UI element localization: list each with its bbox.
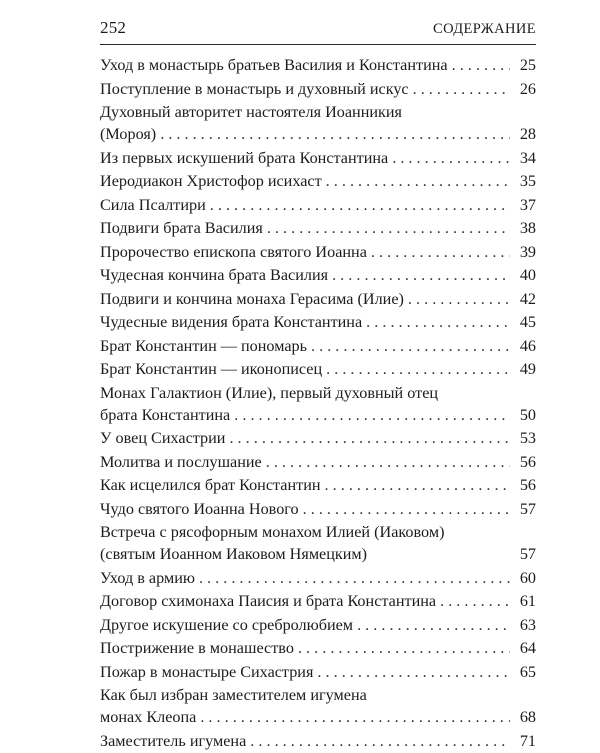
toc-entry-title-line: (Мороя): [100, 125, 157, 143]
toc-entry: [100, 358, 536, 380]
toc-entry-row: [100, 241, 536, 263]
toc-entry-title-line: Как исцелился брат Константин: [100, 476, 321, 494]
toc-entry-title-line: Пожар в монастыре Сихастрия: [100, 662, 314, 681]
toc-entry-page-number: 34: [519, 148, 536, 167]
toc-entry-title-line: Брат Константин — иконописец: [100, 360, 323, 378]
dot-leader: [366, 311, 510, 333]
toc-entry: [100, 78, 536, 100]
toc-entry-row: [100, 498, 536, 520]
toc-entry-row: [100, 311, 536, 333]
dot-leader: [234, 404, 510, 426]
toc-entry-page-number: 40: [519, 266, 536, 284]
dot-leader: [392, 147, 510, 169]
toc-entry-page-number: 45: [519, 313, 536, 331]
toc-entry-page-number: 56: [519, 476, 536, 494]
toc-entry-title-line: Уход в монастырь братьев Василия и Константина: [100, 56, 448, 74]
toc-entry: [100, 101, 536, 145]
toc-entry-page-number: 68: [519, 708, 536, 726]
toc-entry: [100, 614, 536, 636]
toc-entry: [100, 451, 536, 473]
toc-entry: [100, 498, 536, 520]
toc-entry-row: [100, 706, 536, 728]
toc-entry: [100, 170, 536, 192]
toc-entry-row: [100, 123, 536, 145]
toc-entry-row: [100, 147, 536, 169]
toc-entry: [100, 288, 536, 310]
toc-entry-row: [100, 567, 536, 589]
toc-entry-row: [100, 543, 536, 565]
toc-entry: [100, 382, 536, 426]
toc-entry: [100, 264, 536, 286]
toc-entry-title-line: Подвиги и кончина монаха Герасима (Илие): [100, 289, 404, 308]
toc-entry: [100, 335, 536, 357]
toc-entry-title-line: Сила Псалтири: [100, 195, 206, 214]
toc-entry-page-number: 49: [519, 360, 536, 378]
toc-entry: [100, 567, 536, 589]
dot-leader: [200, 706, 510, 728]
toc-entry-page-number: 38: [519, 219, 536, 237]
toc-entry: [100, 684, 536, 728]
dot-leader: [371, 241, 510, 263]
dot-leader: [325, 474, 510, 496]
toc-entry-page-number: 60: [519, 568, 536, 587]
toc-entry-page-number: 61: [519, 592, 536, 610]
toc-entry-row: [100, 194, 536, 216]
toc-entry-title-line: Уход в армию: [100, 568, 195, 587]
toc-entry-title-line: Как был избран заместителем игумена: [100, 686, 367, 704]
toc-entry-title-line: Чудесные видения брата Константина: [100, 313, 363, 331]
toc-entry: [100, 54, 536, 76]
running-title: СОДЕРЖАНИЕ: [433, 21, 536, 37]
toc-entry: [100, 217, 536, 239]
toc-entry-title-line: Чудесная кончина брата Василия: [100, 266, 329, 284]
toc-entry-title-line: Другое искушение со сребролюбием: [100, 615, 354, 634]
dot-leader: [440, 590, 510, 612]
toc-entry-page-number: 65: [519, 662, 536, 681]
toc-entry-row: [100, 335, 536, 357]
toc-entry-page-number: 26: [519, 79, 536, 98]
toc-entry-title-line: Подвиги брата Василия: [100, 219, 263, 237]
dot-leader: [413, 78, 510, 100]
page-number: 252: [100, 18, 127, 37]
toc-entry: [100, 241, 536, 263]
toc-entry-page-number: 57: [519, 545, 536, 563]
toc-list: [100, 54, 536, 752]
dot-leader: [303, 498, 510, 520]
toc-entry-page-number: 63: [519, 615, 536, 634]
toc-entry-row: [100, 614, 536, 636]
toc-entry: [100, 194, 536, 216]
toc-entry-page-number: 37: [519, 195, 536, 214]
toc-entry: [100, 661, 536, 683]
dot-leader: [160, 123, 510, 145]
header-rule: [100, 44, 536, 45]
toc-entry-title-line: Из первых искушений брата Константина: [100, 148, 389, 167]
toc-entry-title-line: У овец Сихастрии: [100, 429, 226, 447]
toc-entry-title-line: Заместитель игумена: [100, 731, 247, 750]
toc-entry-title-line: (святым Иоанном Иаковом Нямецким): [100, 545, 368, 563]
dot-leader: [317, 661, 510, 683]
dot-leader: [332, 264, 510, 286]
toc-entry-title-line: брата Константина: [100, 405, 231, 424]
dot-leader: [298, 637, 510, 659]
toc-entry-page-number: 39: [519, 242, 536, 261]
toc-entry-page-number: 56: [519, 452, 536, 471]
toc-entry-page-number: 71: [519, 731, 536, 750]
page-header: [100, 18, 536, 42]
toc-entry-row: [100, 404, 536, 426]
dot-leader: [311, 335, 510, 357]
toc-entry-title-line: Молитва и послушание: [100, 452, 262, 471]
toc-entry-title-line: Пророчество епископа святого Иоанна: [100, 242, 367, 261]
toc-entry-page-number: 64: [519, 639, 536, 657]
toc-entry-row: [100, 358, 536, 380]
toc-entry-row: [100, 288, 536, 310]
dot-leader: [210, 194, 510, 216]
toc-entry: [100, 311, 536, 333]
dot-leader: [357, 614, 510, 636]
toc-entry-title-line: Иеродиакон Христофор исихаст: [100, 172, 322, 190]
toc-page: [100, 18, 536, 753]
toc-entry-page-number: 50: [519, 405, 536, 424]
toc-entry: [100, 427, 536, 449]
dot-leader: [250, 730, 510, 752]
dot-leader: [199, 567, 510, 589]
toc-entry-title-line: Пострижение в монашество: [100, 639, 294, 657]
dot-leader: [326, 358, 510, 380]
toc-entry-row: [100, 474, 536, 496]
toc-entry-row: [100, 217, 536, 239]
toc-entry-row: [100, 170, 536, 192]
toc-entry-page-number: 57: [519, 499, 536, 518]
toc-entry-page-number: 42: [519, 289, 536, 308]
toc-entry-title-line: Духовный авторитет настоятеля Иоанникия: [100, 103, 402, 121]
toc-entry-row: [100, 427, 536, 449]
toc-entry-row: [100, 451, 536, 473]
toc-entry-title-line: Договор схимонаха Паисия и брата Константина: [100, 592, 437, 610]
toc-entry: [100, 590, 536, 612]
dot-leader: [452, 54, 510, 76]
toc-entry: [100, 637, 536, 659]
toc-entry-row: [100, 661, 536, 683]
toc-entry-title-line: Монах Галактион (Илие), первый духовный отец: [100, 383, 439, 402]
toc-entry-title-line: Брат Константин — пономарь: [100, 336, 308, 355]
toc-entry-row: [100, 54, 536, 76]
dot-leader: [267, 217, 510, 239]
toc-entry: [100, 474, 536, 496]
toc-entry-row: [100, 590, 536, 612]
toc-entry-row: [100, 730, 536, 752]
toc-entry-row: [100, 264, 536, 286]
toc-entry-page-number: 28: [519, 125, 536, 143]
dot-leader: [266, 451, 510, 473]
dot-leader: [408, 288, 510, 310]
toc-entry-title-line: монах Клеопа: [100, 708, 197, 726]
dot-leader: [229, 427, 510, 449]
toc-entry-page-number: 25: [519, 56, 536, 74]
toc-entry-row: [100, 78, 536, 100]
toc-entry-title-line: Чудо святого Иоанна Нового: [100, 499, 299, 518]
toc-entry-page-number: 35: [519, 172, 536, 190]
toc-entry: [100, 147, 536, 169]
toc-entry-title-line: Поступление в монастырь и духовный искус: [100, 79, 409, 98]
toc-entry-title-line: Встреча с рясофорным монахом Илией (Иаковом): [100, 523, 445, 541]
dot-leader: [326, 170, 510, 192]
toc-entry-page-number: 46: [519, 336, 536, 355]
toc-entry-page-number: 53: [519, 429, 536, 447]
toc-entry-row: [100, 637, 536, 659]
toc-entry: [100, 730, 536, 752]
toc-entry: [100, 521, 536, 565]
